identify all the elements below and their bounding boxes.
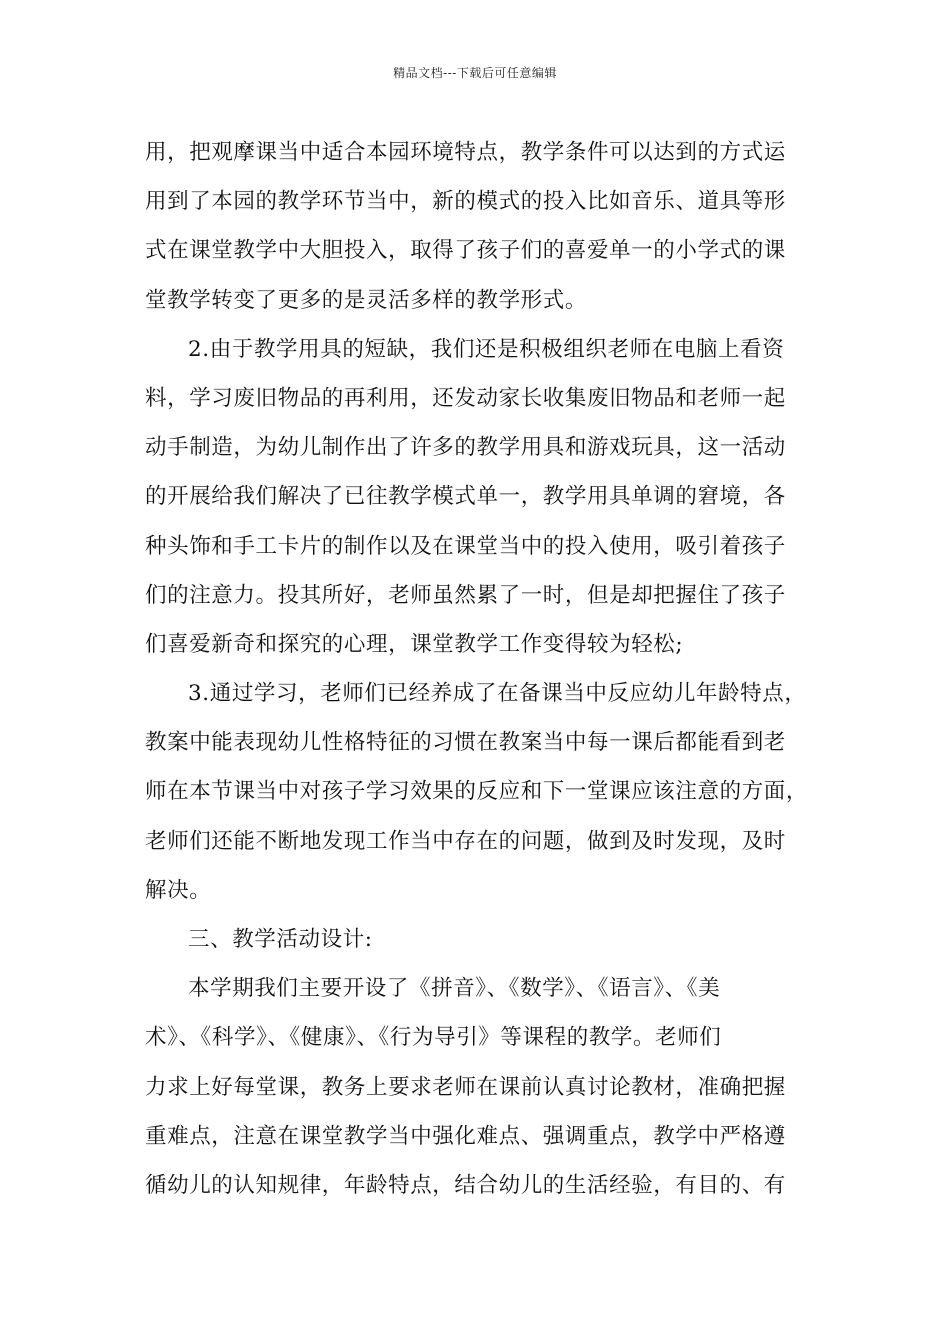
text-line: 动手制造，为幼儿制作出了许多的教学用具和游戏玩具，这一活动 — [145, 435, 786, 461]
text-line: 术》、《科学》、《健康》、《行为导引》等课程的教学。老师们 — [145, 1025, 722, 1051]
text-line: 们喜爱新奇和探究的心理，课堂教学工作变得较为轻松; — [145, 631, 684, 657]
text-line: 师在本节课当中对孩子学习效果的反应和下一堂课应该注意的方面， — [145, 779, 809, 805]
text-line: 们的注意力。投其所好，老师虽然累了一时，但是却把握住了孩子 — [145, 582, 786, 608]
text-line: 循幼儿的认知规律，年龄特点，结合幼儿的生活经验，有目的、有 — [145, 1172, 786, 1198]
text-line: 三、教学活动设计: — [188, 927, 373, 952]
text-line: 老师们还能不断地发现工作当中存在的问题，做到及时发现，及时 — [145, 828, 786, 854]
text-line: 料，学习废旧物品的再利用，还发动家长收集废旧物品和老师一起 — [145, 385, 786, 411]
text-line: 用，把观摩课当中适合本园环境特点，教学条件可以达到的方式运 — [145, 140, 786, 165]
text-line: 本学期我们主要开设了《拼音》、《数学》、《语言》、《美 — [188, 976, 721, 1002]
text-line: 重难点，注意在课堂教学当中强化难点、强调重点，教学中严格遵 — [145, 1123, 786, 1149]
document-body — [145, 128, 825, 1210]
text-line: 2.由于教学用具的短缺，我们还是积极组织老师在电脑上看资 — [188, 336, 785, 362]
text-line: 种头饰和手工卡片的制作以及在课堂当中的投入使用，吸引着孩子 — [145, 533, 786, 559]
text-line: 堂教学转变了更多的是灵活多样的教学形式。 — [145, 287, 588, 313]
text-line: 3.通过学习，老师们已经养成了在备课当中反应幼儿年龄特点， — [188, 681, 807, 707]
text-line: 的开展给我们解决了已往教学模式单一，教学用具单调的窘境，各 — [145, 484, 786, 510]
text-line: 教案中能表现幼儿性格特征的习惯在教案当中每一课后都能看到老 — [145, 730, 786, 756]
page-header: 精品文档---下载后可任意编辑 — [393, 66, 557, 80]
text-line: 解决。 — [145, 877, 212, 903]
text-line: 式在课堂教学中大胆投入，取得了孩子们的喜爱单一的小学式的课 — [145, 238, 786, 264]
text-line: 力求上好每堂课，教务上要求老师在课前认真讨论教材，准确把握 — [145, 1074, 786, 1100]
text-line: 用到了本园的教学环节当中，新的模式的投入比如音乐、道具等形 — [145, 189, 786, 215]
